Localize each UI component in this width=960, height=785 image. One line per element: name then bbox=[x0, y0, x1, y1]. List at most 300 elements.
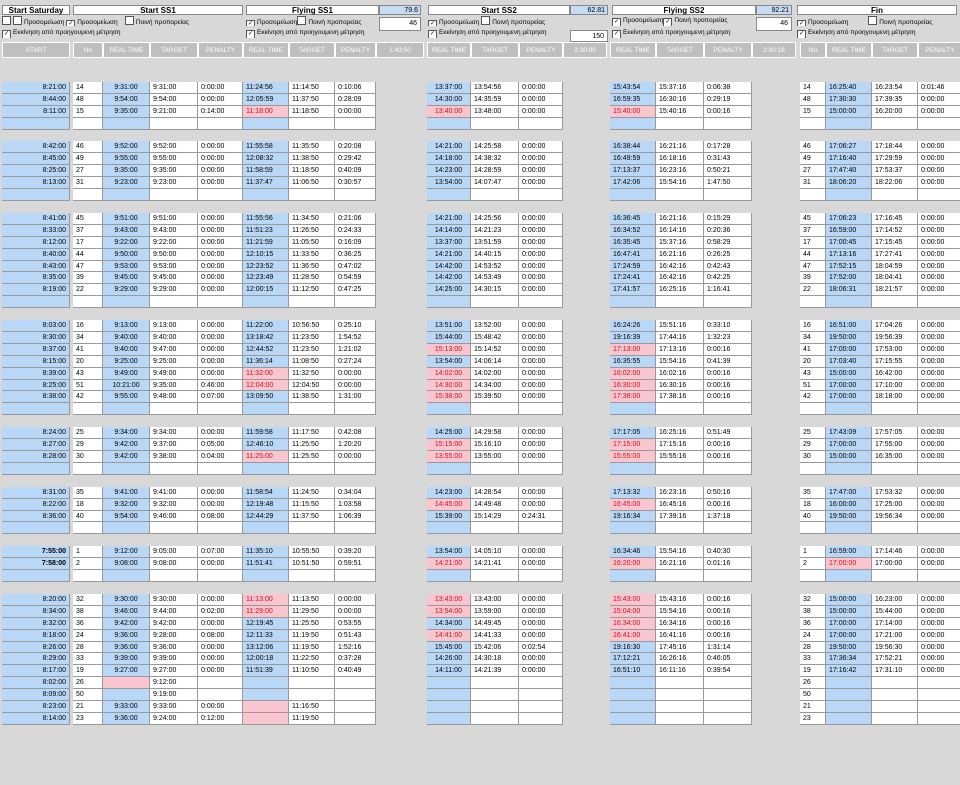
fss1-real-time[interactable]: 11:55:56 bbox=[243, 213, 289, 225]
ss1-real-time[interactable]: 10:21:00 bbox=[103, 380, 150, 392]
ss2-real-time[interactable] bbox=[427, 689, 471, 701]
ss2-real-time[interactable]: 13:43:00 bbox=[427, 594, 471, 606]
ss2-real-time[interactable]: 15:45:00 bbox=[427, 642, 471, 654]
ss2-real-time[interactable]: 15:15:00 bbox=[427, 439, 471, 451]
fin-ekkinisi[interactable]: ✓ Εκκίνηση από προηγουμενη μέτρηση bbox=[798, 29, 916, 37]
fss2-real-time[interactable]: 16:36:45 bbox=[610, 213, 656, 225]
ss2-real-time[interactable]: 15:39:00 bbox=[427, 511, 471, 523]
fin-real-time[interactable]: 15:00:00 bbox=[826, 594, 872, 606]
ss1-real-time[interactable]: 9:23:00 bbox=[103, 177, 150, 189]
checkbox-icon[interactable]: ✓ bbox=[429, 31, 436, 37]
fss2-real-time[interactable]: 17:41:57 bbox=[610, 284, 656, 296]
ss2-real-time[interactable]: 14:41:00 bbox=[427, 630, 471, 642]
fin-real-time[interactable]: 17:16:42 bbox=[826, 665, 872, 677]
fin-real-time[interactable] bbox=[826, 689, 872, 701]
start-time-cell[interactable]: 8:30:00 bbox=[2, 332, 70, 344]
ss2-real-time[interactable]: 14:18:00 bbox=[427, 153, 471, 165]
fin-real-time[interactable]: 19:50:00 bbox=[826, 511, 872, 523]
fin-real-time[interactable]: 17:16:40 bbox=[826, 153, 872, 165]
fin-real-time[interactable]: 16:51:00 bbox=[826, 320, 872, 332]
fin-real-time[interactable]: 17:00:00 bbox=[826, 630, 872, 642]
fin-real-time[interactable]: 15:00:00 bbox=[826, 606, 872, 618]
fin-options[interactable]: ✓ Προσομείωση Ποινή προπορείας bbox=[797, 16, 957, 26]
fss2-real-time[interactable]: 17:13:32 bbox=[610, 487, 656, 499]
fin-real-time[interactable]: 19:50:00 bbox=[826, 332, 872, 344]
ss1-real-time[interactable]: 9:25:00 bbox=[103, 356, 150, 368]
ss1-real-time[interactable]: 9:39:00 bbox=[103, 653, 150, 665]
ss2-real-time[interactable]: 13:55:00 bbox=[427, 451, 471, 463]
start-cell-empty[interactable] bbox=[2, 189, 70, 201]
fss1-real-time[interactable]: 11:21:59 bbox=[243, 237, 289, 249]
ss2-options[interactable]: ✓ Προσομείωση Ποινή προπορείας bbox=[428, 16, 606, 26]
fss2-real-time[interactable] bbox=[610, 713, 656, 725]
fss2-real-time[interactable]: 17:13:37 bbox=[610, 165, 656, 177]
checkbox-icon[interactable]: ✓ bbox=[665, 19, 671, 25]
fss2-real-time[interactable]: 17:12:21 bbox=[610, 653, 656, 665]
ss2-real-time[interactable]: 13:54:00 bbox=[427, 356, 471, 368]
fss2-real-time[interactable]: 16:02:00 bbox=[610, 368, 656, 380]
fin-real-time[interactable]: 17:43:09 bbox=[826, 427, 872, 439]
fss1-real-time[interactable]: 11:25:00 bbox=[243, 451, 289, 463]
ss1-real-time[interactable]: 9:53:00 bbox=[103, 261, 150, 273]
fin-real-time[interactable]: 17:06:27 bbox=[826, 141, 872, 153]
fss1-real-time[interactable]: 13:18:42 bbox=[243, 332, 289, 344]
fin-real-time[interactable]: 17:00:00 bbox=[826, 380, 872, 392]
ss1-real-time[interactable]: 9:45:00 bbox=[103, 272, 150, 284]
ss1-real-time[interactable]: 9:41:00 bbox=[103, 487, 150, 499]
ss1-real-time[interactable]: 9:35:00 bbox=[103, 165, 150, 177]
ss1-real-time[interactable]: 9:36:00 bbox=[103, 642, 150, 654]
fss2-real-time[interactable]: 15:40:00 bbox=[610, 106, 656, 118]
fin-real-time[interactable]: 17:30:30 bbox=[826, 94, 872, 106]
fss1-real-time[interactable] bbox=[243, 713, 289, 725]
fss2-real-time[interactable]: 17:38:00 bbox=[610, 391, 656, 403]
start-time-cell[interactable]: 8:37:00 bbox=[2, 344, 70, 356]
start-time-cell[interactable]: 8:28:00 bbox=[2, 451, 70, 463]
start-time-cell[interactable]: 8:22:00 bbox=[2, 499, 70, 511]
fss2-real-time[interactable]: 15:43:00 bbox=[610, 594, 656, 606]
fin-real-time[interactable]: 17:13:16 bbox=[826, 249, 872, 261]
ss2-real-time[interactable]: 13:37:00 bbox=[427, 82, 471, 94]
ss2-real-time[interactable]: 14:34:00 bbox=[427, 618, 471, 630]
ss2-real-time[interactable]: 13:54:00 bbox=[427, 177, 471, 189]
ss1-real-time[interactable]: 9:49:00 bbox=[103, 368, 150, 380]
fss2-real-time[interactable]: 19:16:34 bbox=[610, 511, 656, 523]
start-time-cell[interactable]: 8:38:00 bbox=[2, 391, 70, 403]
fss1-real-time[interactable]: 11:18:00 bbox=[243, 106, 289, 118]
ss1-real-time[interactable]: 9:54:00 bbox=[103, 511, 150, 523]
fss2-real-time[interactable]: 16:20:00 bbox=[610, 558, 656, 570]
fss2-cell-empty[interactable] bbox=[610, 296, 656, 308]
fss1-real-time[interactable]: 11:35:10 bbox=[243, 546, 289, 558]
start-time-cell[interactable]: 8:09:00 bbox=[2, 689, 70, 701]
fss1-real-time[interactable] bbox=[243, 677, 289, 689]
fin-real-time[interactable]: 17:00:00 bbox=[826, 558, 872, 570]
ss2-real-time[interactable]: 14:23:00 bbox=[427, 487, 471, 499]
ss2-real-time[interactable]: 14:30:00 bbox=[427, 94, 471, 106]
ss2-cell-empty[interactable] bbox=[427, 118, 471, 130]
ss1-real-time[interactable]: 9:40:00 bbox=[103, 332, 150, 344]
start-time-cell[interactable]: 8:19:00 bbox=[2, 284, 70, 296]
fin-real-time[interactable]: 17:36:34 bbox=[826, 653, 872, 665]
ss2-real-time[interactable]: 13:51:00 bbox=[427, 320, 471, 332]
fss2-real-time[interactable]: 16:30:00 bbox=[610, 380, 656, 392]
start-time-cell[interactable]: 8:21:00 bbox=[2, 82, 70, 94]
fss1-real-time[interactable]: 12:46:10 bbox=[243, 439, 289, 451]
flying-ss2-ekkinisi[interactable]: ✓ Εκκίνηση από προηγουμενη μέτρηση bbox=[613, 29, 731, 37]
fin-cell-empty[interactable] bbox=[826, 522, 872, 534]
fss1-real-time[interactable] bbox=[243, 689, 289, 701]
start-time-cell[interactable]: 8:43:00 bbox=[2, 261, 70, 273]
ss2-real-time[interactable]: 14:14:00 bbox=[427, 225, 471, 237]
ss1-cell-empty[interactable] bbox=[103, 570, 150, 582]
fss1-real-time[interactable]: 13:12:06 bbox=[243, 642, 289, 654]
start-time-cell[interactable]: 8:12:00 bbox=[2, 237, 70, 249]
ss2-real-time[interactable]: 14:21:00 bbox=[427, 141, 471, 153]
start-time-cell[interactable]: 8:24:00 bbox=[2, 427, 70, 439]
ss1-real-time[interactable]: 9:33:00 bbox=[103, 701, 150, 713]
fss2-real-time[interactable]: 17:42:06 bbox=[610, 177, 656, 189]
checkbox-icon[interactable] bbox=[125, 16, 134, 25]
start-time-cell[interactable]: 8:11:00 bbox=[2, 106, 70, 118]
fin-real-time[interactable]: 19:50:00 bbox=[826, 642, 872, 654]
fss1-real-time[interactable]: 11:24:56 bbox=[243, 82, 289, 94]
checkbox-icon[interactable]: ✓ bbox=[797, 20, 806, 26]
ss1-real-time[interactable]: 9:46:00 bbox=[103, 606, 150, 618]
start-time-cell[interactable]: 8:03:00 bbox=[2, 320, 70, 332]
checkbox-icon[interactable]: ✓ bbox=[3, 31, 10, 37]
start-time-cell[interactable]: 8:42:00 bbox=[2, 141, 70, 153]
fss1-real-time[interactable]: 12:23:49 bbox=[243, 272, 289, 284]
flying-ss2-options[interactable]: ✓ Προσομείωση ✓ Ποινή προπορείας bbox=[613, 17, 728, 25]
fss2-cell-empty[interactable] bbox=[610, 189, 656, 201]
ss1-real-time[interactable]: 9:50:00 bbox=[103, 249, 150, 261]
checkbox-row-2[interactable]: ✓ Εκκίνηση από προηγουμενη μέτρηση bbox=[3, 29, 121, 37]
ss2-real-time[interactable]: 13:40:00 bbox=[427, 106, 471, 118]
fss2-real-time[interactable]: 16:38:44 bbox=[610, 141, 656, 153]
ss2-real-time[interactable] bbox=[427, 701, 471, 713]
ss2-real-time[interactable]: 14:42:00 bbox=[427, 261, 471, 273]
fss2-real-time[interactable]: 19:16:39 bbox=[610, 332, 656, 344]
start-cell-empty[interactable] bbox=[2, 522, 70, 534]
ss1-cell-empty[interactable] bbox=[103, 189, 150, 201]
fin-real-time[interactable]: 18:06:20 bbox=[826, 177, 872, 189]
fss1-cell-empty[interactable] bbox=[243, 463, 289, 475]
fin-real-time[interactable]: 17:47:00 bbox=[826, 487, 872, 499]
checkbox-icon[interactable]: ✓ bbox=[613, 19, 620, 25]
fss2-real-time[interactable]: 16:34:46 bbox=[610, 546, 656, 558]
start-time-cell[interactable]: 7:58:00 bbox=[2, 558, 70, 570]
start-time-cell[interactable]: 8:40:00 bbox=[2, 249, 70, 261]
start-time-cell[interactable]: 8:45:00 bbox=[2, 153, 70, 165]
fss2-cell-empty[interactable] bbox=[610, 403, 656, 415]
fss1-real-time[interactable]: 12:10:15 bbox=[243, 249, 289, 261]
ss1-real-time[interactable]: 9:55:00 bbox=[103, 153, 150, 165]
fss1-real-time[interactable]: 11:58:59 bbox=[243, 165, 289, 177]
start-time-cell[interactable]: 8:35:00 bbox=[2, 272, 70, 284]
fin-real-time[interactable]: 17:52:15 bbox=[826, 261, 872, 273]
ss1-real-time[interactable]: 9:36:00 bbox=[103, 630, 150, 642]
ss1-real-time[interactable]: 9:51:00 bbox=[103, 213, 150, 225]
ss2-real-time[interactable]: 13:54:00 bbox=[427, 546, 471, 558]
ss1-real-time[interactable]: 9:40:00 bbox=[103, 344, 150, 356]
checkbox-icon[interactable]: ✓ bbox=[247, 31, 254, 37]
ss1-cell-empty[interactable] bbox=[103, 463, 150, 475]
start-time-cell[interactable]: 8:33:00 bbox=[2, 225, 70, 237]
fss1-real-time[interactable]: 12:19:48 bbox=[243, 499, 289, 511]
fin-cell-empty[interactable] bbox=[826, 403, 872, 415]
fss1-cell-empty[interactable] bbox=[243, 522, 289, 534]
fin-real-time[interactable]: 17:00:00 bbox=[826, 618, 872, 630]
ss1-real-time[interactable]: 9:34:00 bbox=[103, 427, 150, 439]
fss2-real-time[interactable]: 17:24:59 bbox=[610, 261, 656, 273]
fss1-real-time[interactable]: 11:32:00 bbox=[243, 368, 289, 380]
ss1-real-time[interactable]: 9:42:00 bbox=[103, 618, 150, 630]
start-time-cell[interactable]: 8:17:00 bbox=[2, 665, 70, 677]
fss2-cell-empty[interactable] bbox=[610, 522, 656, 534]
fss1-real-time[interactable]: 12:44:52 bbox=[243, 344, 289, 356]
ss2-real-time[interactable]: 14:23:00 bbox=[427, 165, 471, 177]
ss2-real-time[interactable]: 14:42:00 bbox=[427, 272, 471, 284]
fss2-real-time[interactable]: 16:59:35 bbox=[610, 94, 656, 106]
ss1-number-field[interactable]: 46 bbox=[379, 17, 421, 31]
fss2-real-time[interactable]: 19:16:30 bbox=[610, 642, 656, 654]
checkbox-row-1[interactable]: Προσομείωση ✓ Προσομείωση Ποινή προπορείας bbox=[2, 16, 242, 26]
fss1-real-time[interactable]: 12:11:33 bbox=[243, 630, 289, 642]
fin-cell-empty[interactable] bbox=[826, 296, 872, 308]
ss2-real-time[interactable]: 15:38:00 bbox=[427, 391, 471, 403]
ss2-cell-empty[interactable] bbox=[427, 189, 471, 201]
fin-real-time[interactable]: 15:00:00 bbox=[826, 451, 872, 463]
fss1-real-time[interactable]: 12:00:15 bbox=[243, 284, 289, 296]
fss1-real-time[interactable]: 11:51:23 bbox=[243, 225, 289, 237]
ss1-real-time[interactable]: 9:13:00 bbox=[103, 320, 150, 332]
fss2-cell-empty[interactable] bbox=[610, 570, 656, 582]
fss2-real-time[interactable]: 16:35:55 bbox=[610, 356, 656, 368]
fss1-real-time[interactable] bbox=[243, 701, 289, 713]
start-time-cell[interactable]: 8:44:00 bbox=[2, 94, 70, 106]
fss1-real-time[interactable]: 13:09:50 bbox=[243, 391, 289, 403]
fss1-real-time[interactable]: 12:23:52 bbox=[243, 261, 289, 273]
start-time-cell[interactable]: 8:23:00 bbox=[2, 701, 70, 713]
ss1-real-time[interactable]: 9:29:00 bbox=[103, 284, 150, 296]
start-cell-empty[interactable] bbox=[2, 118, 70, 130]
fss1-real-time[interactable]: 12:04:00 bbox=[243, 380, 289, 392]
start-time-cell[interactable]: 8:27:00 bbox=[2, 439, 70, 451]
fin-real-time[interactable]: 16:00:00 bbox=[826, 499, 872, 511]
fin-real-time[interactable]: 17:03:40 bbox=[826, 356, 872, 368]
ss1-real-time[interactable] bbox=[103, 677, 150, 689]
fss1-real-time[interactable]: 11:29:00 bbox=[243, 606, 289, 618]
fss2-real-time[interactable] bbox=[610, 689, 656, 701]
fss1-cell-empty[interactable] bbox=[243, 403, 289, 415]
start-time-cell[interactable]: 8:34:00 bbox=[2, 606, 70, 618]
fss1-cell-empty[interactable] bbox=[243, 570, 289, 582]
ss2-real-time[interactable]: 14:21:00 bbox=[427, 213, 471, 225]
ss2-real-time[interactable] bbox=[427, 677, 471, 689]
start-cell-empty[interactable] bbox=[2, 570, 70, 582]
fin-real-time[interactable]: 17:47:40 bbox=[826, 165, 872, 177]
fin-cell-empty[interactable] bbox=[826, 570, 872, 582]
fin-real-time[interactable]: 17:00:00 bbox=[826, 391, 872, 403]
start-time-cell[interactable]: 8:25:00 bbox=[2, 380, 70, 392]
fss2-real-time[interactable] bbox=[610, 701, 656, 713]
checkbox-icon[interactable]: ✓ bbox=[246, 20, 255, 26]
fss2-real-time[interactable]: 16:47:41 bbox=[610, 249, 656, 261]
fss1-real-time[interactable]: 11:58:54 bbox=[243, 487, 289, 499]
fss1-cell-empty[interactable] bbox=[243, 296, 289, 308]
checkbox-icon[interactable]: ✓ bbox=[428, 20, 437, 26]
fss2-real-time[interactable]: 16:49:59 bbox=[610, 153, 656, 165]
fss1-real-time[interactable]: 11:13:00 bbox=[243, 594, 289, 606]
ss2-real-time[interactable]: 13:37:00 bbox=[427, 237, 471, 249]
ss2-cell-empty[interactable] bbox=[427, 522, 471, 534]
fss2-real-time[interactable] bbox=[610, 677, 656, 689]
ss2-real-time[interactable]: 14:21:00 bbox=[427, 249, 471, 261]
fin-cell-empty[interactable] bbox=[826, 118, 872, 130]
fin-real-time[interactable]: 17:06:23 bbox=[826, 213, 872, 225]
fss2-cell-empty[interactable] bbox=[610, 118, 656, 130]
start-time-cell[interactable]: 8:13:00 bbox=[2, 177, 70, 189]
fss2-real-time[interactable]: 17:15:00 bbox=[610, 439, 656, 451]
fss2-real-time[interactable]: 16:51:10 bbox=[610, 665, 656, 677]
ss2-real-time[interactable]: 14:25:00 bbox=[427, 284, 471, 296]
fss2-real-time[interactable]: 16:35:45 bbox=[610, 237, 656, 249]
ss2-real-time[interactable]: 13:54:00 bbox=[427, 606, 471, 618]
fin-real-time[interactable]: 16:25:40 bbox=[826, 82, 872, 94]
fss1-real-time[interactable]: 11:51:41 bbox=[243, 558, 289, 570]
fin-real-time[interactable]: 17:00:45 bbox=[826, 237, 872, 249]
fss1-real-time[interactable]: 11:36:14 bbox=[243, 356, 289, 368]
ss1-real-time[interactable] bbox=[103, 689, 150, 701]
start-time-cell[interactable]: 8:36:00 bbox=[2, 511, 70, 523]
ss1-real-time[interactable]: 9:22:00 bbox=[103, 237, 150, 249]
fss2-real-time[interactable]: 15:43:54 bbox=[610, 82, 656, 94]
ss1-real-time[interactable]: 9:54:00 bbox=[103, 94, 150, 106]
fss2-real-time[interactable]: 15:55:00 bbox=[610, 451, 656, 463]
fin-real-time[interactable] bbox=[826, 713, 872, 725]
checkbox-icon[interactable] bbox=[481, 16, 490, 25]
fss1-real-time[interactable]: 12:44:29 bbox=[243, 511, 289, 523]
ss1-cell-empty[interactable] bbox=[103, 118, 150, 130]
ss2-cell-empty[interactable] bbox=[427, 570, 471, 582]
fin-real-time[interactable]: 17:00:00 bbox=[826, 439, 872, 451]
fss2-real-time[interactable]: 16:34:00 bbox=[610, 618, 656, 630]
start-time-cell[interactable]: 8:20:00 bbox=[2, 594, 70, 606]
ss1-real-time[interactable]: 9:42:00 bbox=[103, 451, 150, 463]
fss1-cell-empty[interactable] bbox=[243, 118, 289, 130]
fss1-real-time[interactable]: 11:22:00 bbox=[243, 320, 289, 332]
fss2-real-time[interactable]: 15:04:00 bbox=[610, 606, 656, 618]
start-cell-empty[interactable] bbox=[2, 403, 70, 415]
fss2-real-time[interactable]: 16:45:00 bbox=[610, 499, 656, 511]
fin-real-time[interactable]: 16:59:00 bbox=[826, 546, 872, 558]
checkbox-icon[interactable]: ✓ bbox=[613, 31, 620, 37]
ss2-cell-empty[interactable] bbox=[427, 296, 471, 308]
fin-real-time[interactable] bbox=[826, 701, 872, 713]
fss1-real-time[interactable]: 11:59:58 bbox=[243, 427, 289, 439]
ss1-real-time[interactable]: 9:31:00 bbox=[103, 82, 150, 94]
fin-real-time[interactable]: 15:00:00 bbox=[826, 368, 872, 380]
ss2-real-time[interactable]: 14:02:00 bbox=[427, 368, 471, 380]
checkbox-icon[interactable]: ✓ bbox=[798, 31, 805, 37]
ss2-real-time[interactable]: 15:13:00 bbox=[427, 344, 471, 356]
fin-real-time[interactable]: 17:52:00 bbox=[826, 272, 872, 284]
ss2-number-field[interactable]: 150 bbox=[570, 30, 608, 42]
checkbox-icon[interactable] bbox=[2, 16, 11, 25]
fss2-real-time[interactable]: 16:41:00 bbox=[610, 630, 656, 642]
fin-real-time[interactable] bbox=[826, 677, 872, 689]
fss1-real-time[interactable]: 12:00:18 bbox=[243, 653, 289, 665]
start-time-cell[interactable]: 8:41:00 bbox=[2, 213, 70, 225]
fin-real-time[interactable]: 17:00:00 bbox=[826, 344, 872, 356]
fss1-real-time[interactable]: 11:51:39 bbox=[243, 665, 289, 677]
start-time-cell[interactable]: 8:02:00 bbox=[2, 677, 70, 689]
ss2-real-time[interactable]: 14:30:00 bbox=[427, 380, 471, 392]
fss2-real-time[interactable]: 16:34:52 bbox=[610, 225, 656, 237]
fss1-real-time[interactable]: 12:05:59 bbox=[243, 94, 289, 106]
ss1-real-time[interactable]: 9:36:00 bbox=[103, 713, 150, 725]
start-time-cell[interactable]: 8:31:00 bbox=[2, 487, 70, 499]
ss1-ekkinisi[interactable]: ✓ Εκκίνηση από προηγουμενη μέτρηση bbox=[247, 29, 365, 37]
ss2-ekkinisi[interactable]: ✓ Εκκίνηση από προηγουμενη μέτρηση bbox=[429, 29, 547, 37]
fin-cell-empty[interactable] bbox=[826, 463, 872, 475]
fss1-real-time[interactable]: 11:37:47 bbox=[243, 177, 289, 189]
ss2-real-time[interactable]: 14:45:00 bbox=[427, 499, 471, 511]
start-time-cell[interactable]: 8:25:00 bbox=[2, 165, 70, 177]
ss1-cell-empty[interactable] bbox=[103, 403, 150, 415]
flying-ss2-number-field[interactable]: 46 bbox=[756, 17, 792, 31]
fin-real-time[interactable]: 15:00:00 bbox=[826, 106, 872, 118]
fss2-real-time[interactable]: 17:13:00 bbox=[610, 344, 656, 356]
ss1-real-time[interactable]: 9:32:00 bbox=[103, 499, 150, 511]
start-time-cell[interactable]: 8:39:00 bbox=[2, 368, 70, 380]
ss2-real-time[interactable]: 14:26:00 bbox=[427, 653, 471, 665]
start-cell-empty[interactable] bbox=[2, 296, 70, 308]
start-time-cell[interactable]: 8:18:00 bbox=[2, 630, 70, 642]
ss1-real-time[interactable]: 9:12:00 bbox=[103, 546, 150, 558]
fss1-real-time[interactable]: 12:19:45 bbox=[243, 618, 289, 630]
fss2-real-time[interactable]: 16:24:26 bbox=[610, 320, 656, 332]
ss1-real-time[interactable]: 9:42:00 bbox=[103, 439, 150, 451]
ss2-real-time[interactable]: 15:44:00 bbox=[427, 332, 471, 344]
ss1-real-time[interactable]: 9:43:00 bbox=[103, 225, 150, 237]
start-time-cell[interactable]: 8:14:00 bbox=[2, 713, 70, 725]
ss1-cell-empty[interactable] bbox=[103, 296, 150, 308]
start-cell-empty[interactable] bbox=[2, 463, 70, 475]
start-time-cell[interactable]: 8:32:00 bbox=[2, 618, 70, 630]
ss2-real-time[interactable]: 14:21:00 bbox=[427, 558, 471, 570]
start-time-cell[interactable]: 8:26:00 bbox=[2, 642, 70, 654]
ss1-real-time[interactable]: 9:30:00 bbox=[103, 594, 150, 606]
fss2-cell-empty[interactable] bbox=[610, 463, 656, 475]
fss2-real-time[interactable]: 17:24:41 bbox=[610, 272, 656, 284]
ss2-cell-empty[interactable] bbox=[427, 463, 471, 475]
ss1-real-time[interactable]: 9:08:00 bbox=[103, 558, 150, 570]
ss2-real-time[interactable]: 14:25:00 bbox=[427, 427, 471, 439]
checkbox-icon[interactable] bbox=[868, 16, 877, 25]
fin-real-time[interactable]: 18:06:31 bbox=[826, 284, 872, 296]
ss2-cell-empty[interactable] bbox=[427, 403, 471, 415]
fss1-real-time[interactable]: 11:55:58 bbox=[243, 141, 289, 153]
ss1-real-time[interactable]: 9:55:00 bbox=[103, 391, 150, 403]
ss1-cell-empty[interactable] bbox=[103, 522, 150, 534]
ss2-real-time[interactable] bbox=[427, 713, 471, 725]
ss2-real-time[interactable]: 14:11:00 bbox=[427, 665, 471, 677]
ss1-real-time[interactable]: 9:52:00 bbox=[103, 141, 150, 153]
checkbox-icon[interactable]: ✓ bbox=[66, 20, 75, 26]
ss1-flying-options[interactable]: ✓ Προσομείωση Ποινή προπορείας bbox=[246, 16, 386, 26]
